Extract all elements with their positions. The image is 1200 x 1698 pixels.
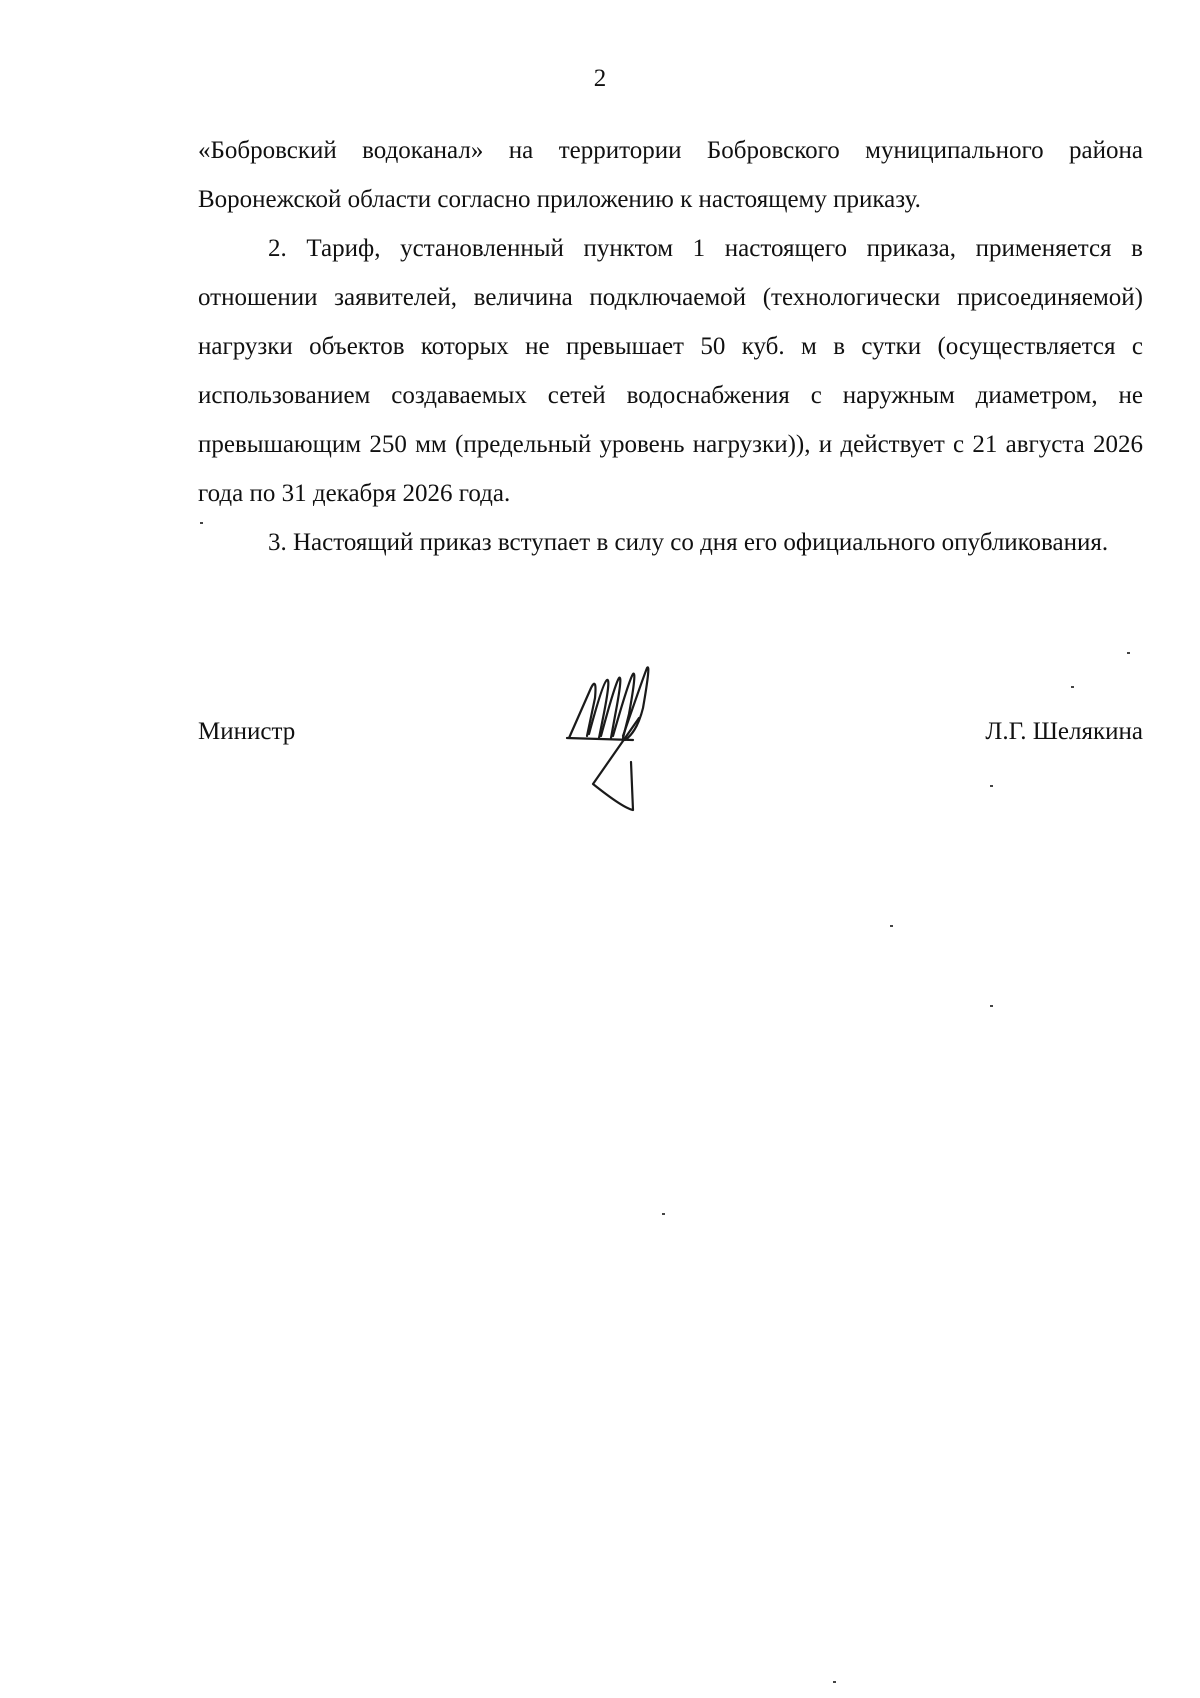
signature-row [198,712,1143,752]
scan-speck [990,1005,993,1007]
paragraph-continuation: «Бобровский водоканал» на территории Бобровского муниципального района Воронежской области согласно приложению к настоящему приказу. [198,137,1143,213]
scan-speck [1127,652,1130,654]
scan-speck [1071,686,1074,688]
scan-speck [990,785,993,787]
document-body [198,126,1143,567]
scan-speck [662,1213,665,1215]
signer-position: Министр [198,718,296,745]
scan-speck [200,522,203,524]
paragraph-3: 3. Настоящий приказ вступает в силу со дня его официального опубликования. [268,529,1109,556]
signer-name: Л.Г. Шелякина [985,718,1143,745]
handwritten-signature-icon [563,658,669,820]
paragraph-2: 2. Тариф, установленный пунктом 1 настоящего приказа, применяется в отношении заявителей, величина подключаемой (технологически присоединяемой) нагрузки объектов которых не превышает 50 куб. м в сутки (осуществляется с использованием создаваемых сетей водоснабжения с наружным диаметром, не превышающим 250 мм (предельный уровень нагрузки)), и действует с 21 августа 2026 года по 31 декабря 2026 года. [198,235,1143,507]
page-number: 2 [593,65,607,92]
scan-speck [833,1681,836,1683]
scan-speck [890,925,893,927]
